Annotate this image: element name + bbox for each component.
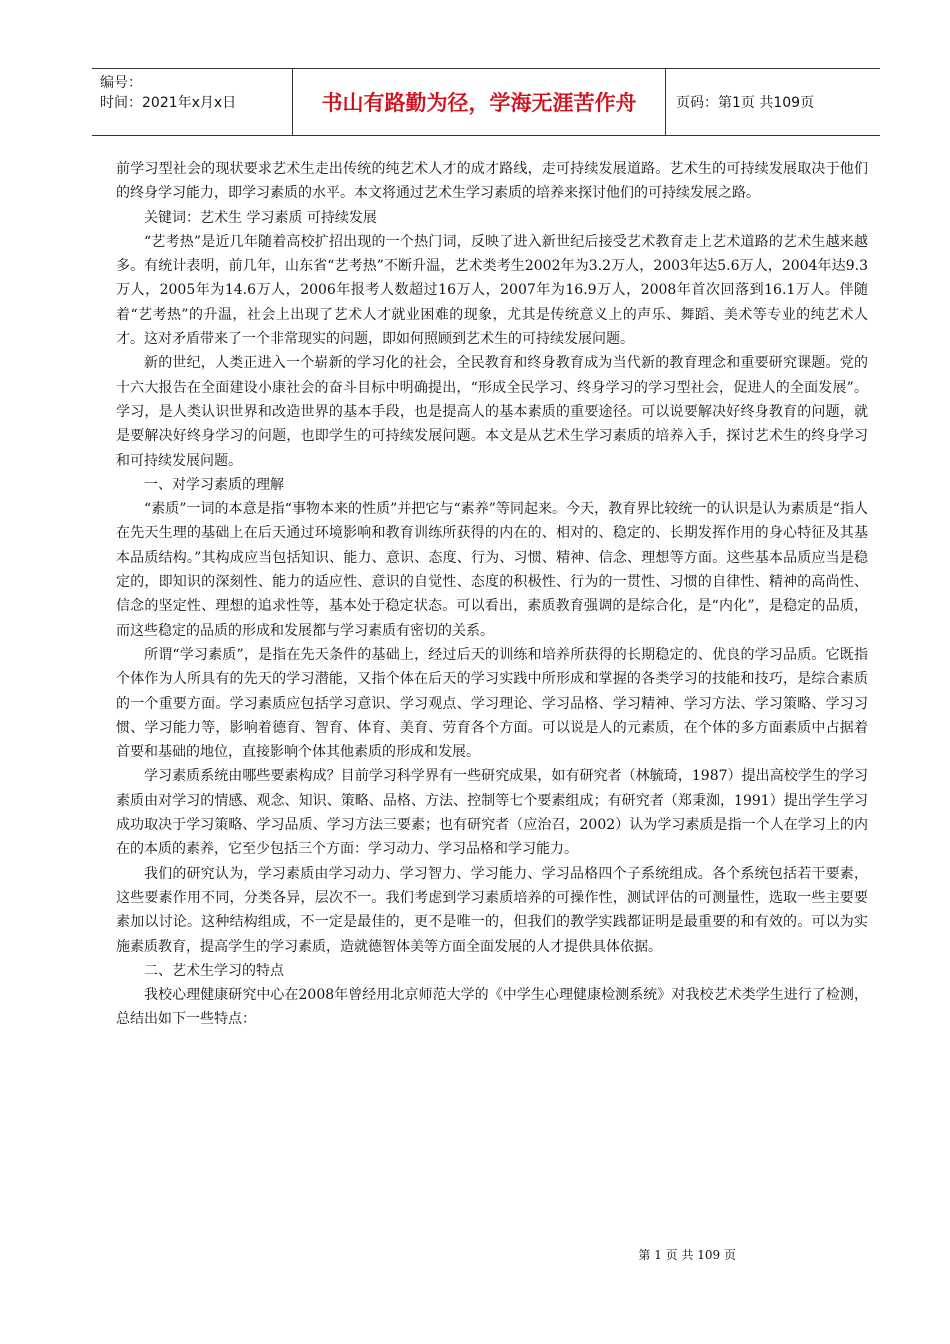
body-paragraph: 一、对学习素质的理解 [144, 476, 284, 493]
document-time-label: 时间：2021年x月x日 [100, 95, 237, 111]
body-paragraph: 我们的研究认为，学习素质由学习动力、学习智力、学习能力、学习品格四个子系统组成。各个系统包括若干要素，这些要素作用不同，分类各异，层次不一。我们考虑到学习素质培养的可操作性，测试评估的可测量性，选取一些主要要素加以讨论。这种结构组成，不一定是最佳的，更不是唯一的，但我们的教学实践都证明是最重要的和有效的。可以为实施素质教育，提高学生的学习素质，造就德智体美等方面全面发展的人才提供具体依据。 [116, 865, 868, 955]
body-paragraph: 前学习型社会的现状要求艺术生走出传统的纯艺术人才的成才路线，走可持续发展道路。艺术生的可持续发展取决于他们的终身学习能力，即学习素质的水平。本文将通过艺术生学习素质的培养来探讨他们的可持续发展之路。 [116, 161, 868, 202]
header-page-label: 页码：第1页 共109页 [676, 95, 815, 111]
body-paragraph: “素质”一词的本意是指“事物本来的性质”并把它与“素养”等同起来。今天，教育界比较统一的认识是认为素质是“指人在先天生理的基础上在后天通过环境影响和教育训练所获得的内在的、相对的、稳定的、长期发挥作用的身心特征及其基本品质结构。”其构成应当包括知识、能力、意识、态度、行为、习惯、精神、信念、理想等方面。这些基本品质应当是稳定的，即知识的深刻性、能力的适应性、意识的自觉性、态度的积极性、行为的一贯性、习惯的自律性、精神的高尚性、信念的坚定性、理想的追求性等，基本处于稳定状态。可以看出，素质教育强调的是综合化，是“内化”，是稳定的品质，而这些稳定的品质的形成和发展都与学习素质有密切的关系。 [116, 501, 868, 639]
document-header [92, 68, 880, 136]
body-paragraph: 学习素质系统由哪些要素构成？目前学习科学界有一些研究成果，如有研究者（林毓琦，1987）提出高校学生的学习素质由对学习的情感、观念、知识、策略、品格、方法、控制等七个要素组成；有研究者（郑秉洳，1991）提出学生学习成功取决于学习策略、学习品质、学习方法三要素；也有研究者（应治召，2002）认为学习素质是指一个人在学习上的内在的本质的素养，它至少包括三个方面：学习动力、学习品格和学习能力。 [116, 768, 868, 858]
header-meta [92, 69, 292, 135]
body-paragraph: 新的世纪，人类正进入一个崭新的学习化的社会，全民教育和终身教育成为当代新的教育理念和重要研究课题。党的十六大报告在全面建设小康社会的奋斗目标中明确提出，“形成全民学习、终身学习的学习型社会，促进人的全面发展”。学习，是人类认识世界和改造世界的基本手段，也是提高人的基本素质的重要途径。可以说要解决好终身教育的问题，就是要解决好终身学习的问题，也即学生的可持续发展问题。本文是从艺术生学习素质的培养入手，探讨艺术生的终身学习和可持续发展问题。 [116, 355, 868, 469]
body-paragraph: 关键词：艺术生 学习素质 可持续发展 [144, 209, 377, 226]
body-paragraph: 我校心理健康研究中心在2008年曾经用北京师范大学的《中学生心理健康检测系统》对我校艺术类学生进行了检测，总结出如下一些特点： [116, 987, 868, 1028]
body-paragraph: 所谓“学习素质”，是指在先天条件的基础上，经过后天的训练和培养所获得的长期稳定的、优良的学习品质。它既指个体作为人所具有的先天的学习潜能，又指个体在后天的学习实践中所形成和掌握的各类学习的技能和技巧，是综合素质的一个重要方面。学习素质应包括学习意识、学习观点、学习理论、学习品格、学习精神、学习方法、学习策略、学习习惯、学习能力等，影响着德育、智育、体育、美育、劳育各个方面。可以说是人的元素质，在个体的多方面素质中占据着首要和基础的地位，直接影响个体其他素质的形成和发展。 [116, 646, 868, 761]
footer-page-number: 第 1 页 共 109 页 [638, 1248, 736, 1262]
header-motto: 书山有路勤为径，学海无涯苦作舟 [292, 69, 666, 135]
document-number-label: 编号： [100, 75, 142, 91]
body-paragraph: 二、艺术生学习的特点 [144, 962, 284, 979]
document-body [116, 157, 868, 1032]
body-paragraph: “艺考热”是近几年随着高校扩招出现的一个热门词，反映了进入新世纪后接受艺术教育走上艺术道路的艺术生越来越多。有统计表明，前几年，山东省“艺考热”不断升温，艺术类考生2002年为3.2万人，2003年达5.6万人，2004年达9.3万人，2005年为14.6万人，2006年报考人数超过16万人，2007年为16.9万人，2008年首次回落到16.1万人。伴随着“艺考热”的升温，社会上出现了艺术人才就业困难的现象，尤其是传统意义上的声乐、舞蹈、美术等专业的纯艺术人才。这对矛盾带来了一个非常现实的问题，即如何照顾到艺术生的可持续发展问题。 [116, 233, 868, 348]
